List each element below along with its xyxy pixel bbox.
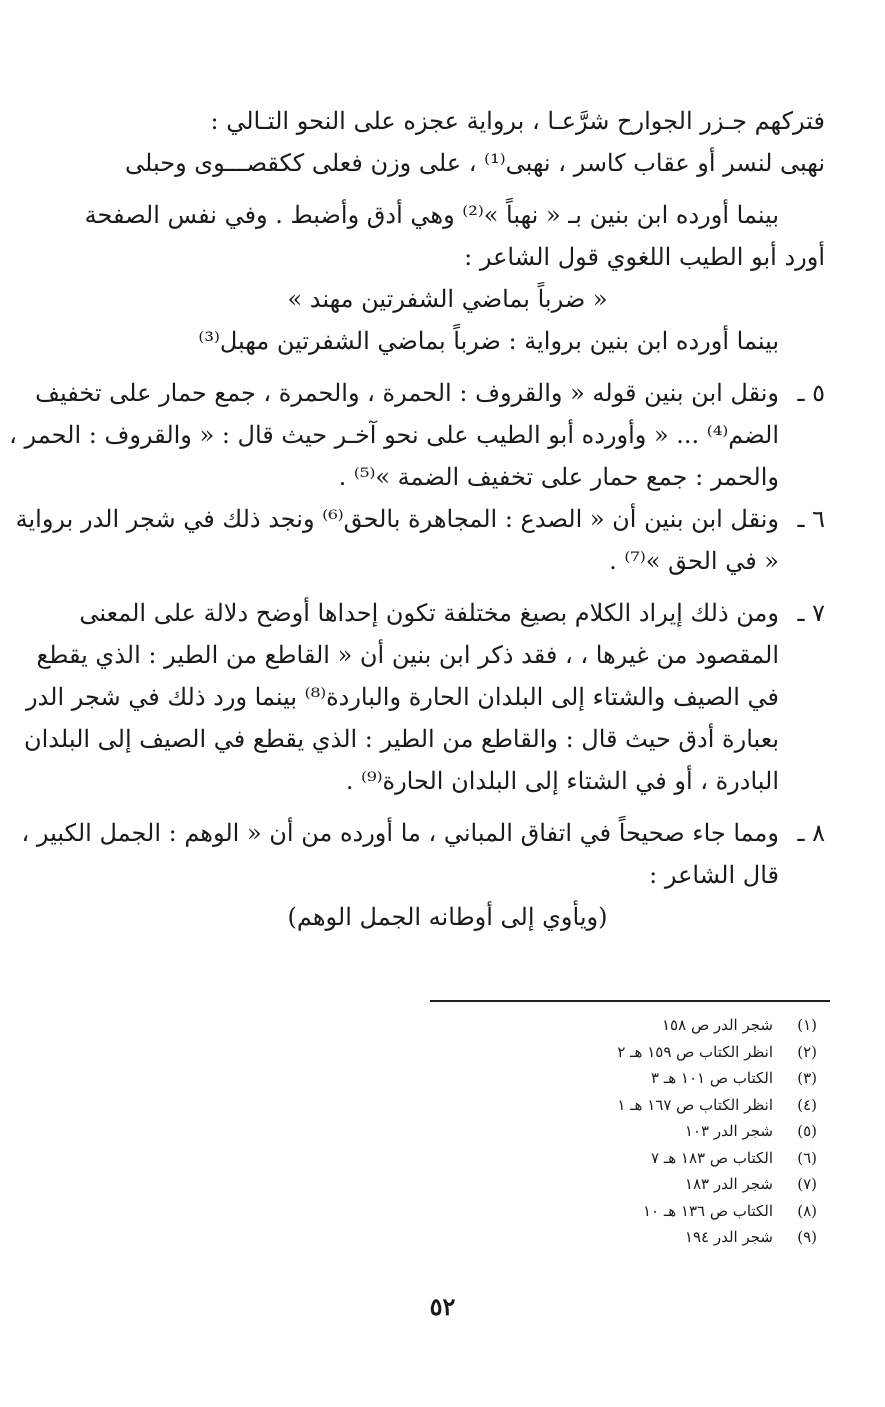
footnote-number: (٨) — [797, 1201, 817, 1220]
item-number: ٥ ـ — [797, 379, 825, 407]
quoted-verse: « ضرباً بماضي الشفرتين مهند » — [287, 285, 608, 313]
item-number: ٧ ـ — [797, 599, 825, 627]
text-line: نهبى لنسر أو عقاب كاسر ، نهبى⁽¹⁾ ، على وزن فعلى ككقصـــوى وحبلى — [125, 149, 825, 177]
footnote-text: شجر الدر ١٠٣ — [684, 1122, 773, 1140]
footnote-number: (٤) — [797, 1095, 817, 1114]
footnote — [497, 1092, 817, 1119]
numbered-item-5 — [9, 372, 825, 498]
text-line: ومن ذلك إيراد الكلام بصيغ مختلفة تكون إحداها أوضح دلالة على المعنى — [79, 599, 779, 627]
text-line: بينما أورده ابن بنين برواية : ضرباً بماضي الشفرتين مهبل⁽³⁾ — [198, 327, 779, 355]
footnote-text: الكتاب ص ١٣٦ هـ ١٠ — [642, 1201, 773, 1220]
text-line: بعبارة أدق حيث قال : والقاطع من الطير : الذي يقطع في الصيف إلى البلدان — [23, 725, 779, 753]
item-number: ٨ ـ — [797, 819, 825, 847]
footnote — [497, 1224, 817, 1251]
footnote-number: (٩) — [797, 1228, 817, 1246]
footnote — [497, 1039, 817, 1066]
footnote — [497, 1171, 817, 1198]
footnote-text: الكتاب ص ١٠١ هـ ٣ — [651, 1069, 773, 1087]
text-line: في الصيف والشتاء إلى البلدان الحارة والباردة⁽⁸⁾ بينما ورد ذلك في شجر الدر — [25, 683, 779, 711]
text-line: البادرة ، أو في الشتاء إلى البلدان الحارة⁽⁹⁾ . — [345, 767, 779, 795]
footnote — [497, 1012, 817, 1039]
footnote-text: انظر الكتاب ص ١٥٩ هـ ٢ — [617, 1042, 773, 1061]
text-line: أورد أبو الطيب اللغوي قول الشاعر : — [464, 243, 825, 271]
text-line: ونقل ابن بنين قوله « والقروف : الحمرة ، والحمرة ، جمع حمار على تخفيف — [35, 379, 779, 407]
footnote-text: انظر الكتاب ص ١٦٧ هـ ١ — [617, 1095, 773, 1114]
main-text — [9, 100, 825, 938]
numbered-item-6 — [15, 498, 825, 582]
page-number: ٥٢ — [429, 1292, 456, 1321]
footnote-number: (٣) — [797, 1069, 817, 1087]
footnote-text: الكتاب ص ١٨٣ هـ ٧ — [651, 1148, 773, 1167]
text-line: « في الحق »⁽⁷⁾ . — [609, 547, 779, 575]
text-line: ونقل ابن بنين أن « الصدع : المجاهرة بالحق⁽⁶⁾ ونجد ذلك في شجر الدر برواية — [15, 505, 779, 533]
footnote — [497, 1065, 817, 1092]
text-line: الضم⁽⁴⁾ ... « وأورده أبو الطيب على نحو آخـر حيث قال : « والقروف : الحمر ، — [9, 421, 779, 449]
footnote-number: (٢) — [797, 1042, 817, 1061]
numbered-item-8 — [21, 812, 825, 896]
footnote — [497, 1118, 817, 1145]
footnote-text: شجر الدر ص ١٥٨ — [662, 1016, 773, 1034]
text-line: ومما جاء صحيحاً في اتفاق المباني ، ما أورده من أن « الوهم : الجمل الكبير ، — [21, 819, 779, 847]
footnote-number: (١) — [797, 1016, 817, 1034]
text-line: قال الشاعر : — [649, 861, 779, 889]
footnote-number: (٧) — [797, 1175, 817, 1193]
numbered-item-7 — [23, 592, 825, 802]
footnote — [497, 1145, 817, 1172]
footnote-divider — [430, 1000, 830, 1002]
text-line: بينما أورده ابن بنين بـ « نهباً »⁽²⁾ وهي أدق وأضبط . وفي نفس الصفحة — [84, 201, 779, 229]
footnote-number: (٥) — [797, 1122, 817, 1140]
footnote-text: شجر الدر ١٩٤ — [684, 1228, 773, 1246]
text-line: والحمر : جمع حمار على تخفيف الضمة »⁽⁵⁾ . — [338, 463, 779, 491]
footnote — [497, 1198, 817, 1225]
item-number: ٦ ـ — [797, 505, 825, 533]
footnote-text: شجر الدر ١٨٣ — [684, 1175, 773, 1193]
footnotes — [497, 1012, 817, 1251]
verse-line: (ويأوي إلى أوطانه الجمل الوهم) — [287, 903, 608, 931]
footnote-number: (٦) — [797, 1148, 817, 1167]
text-line: فتركهم جـزر الجوارح شرَّعـا ، برواية عجزه على النحو التـالي : — [210, 107, 825, 135]
text-line: المقصود من غيرها ، ، فقد ذكر ابن بنين أن « القاطع من الطير : الذي يقطع — [36, 641, 779, 669]
